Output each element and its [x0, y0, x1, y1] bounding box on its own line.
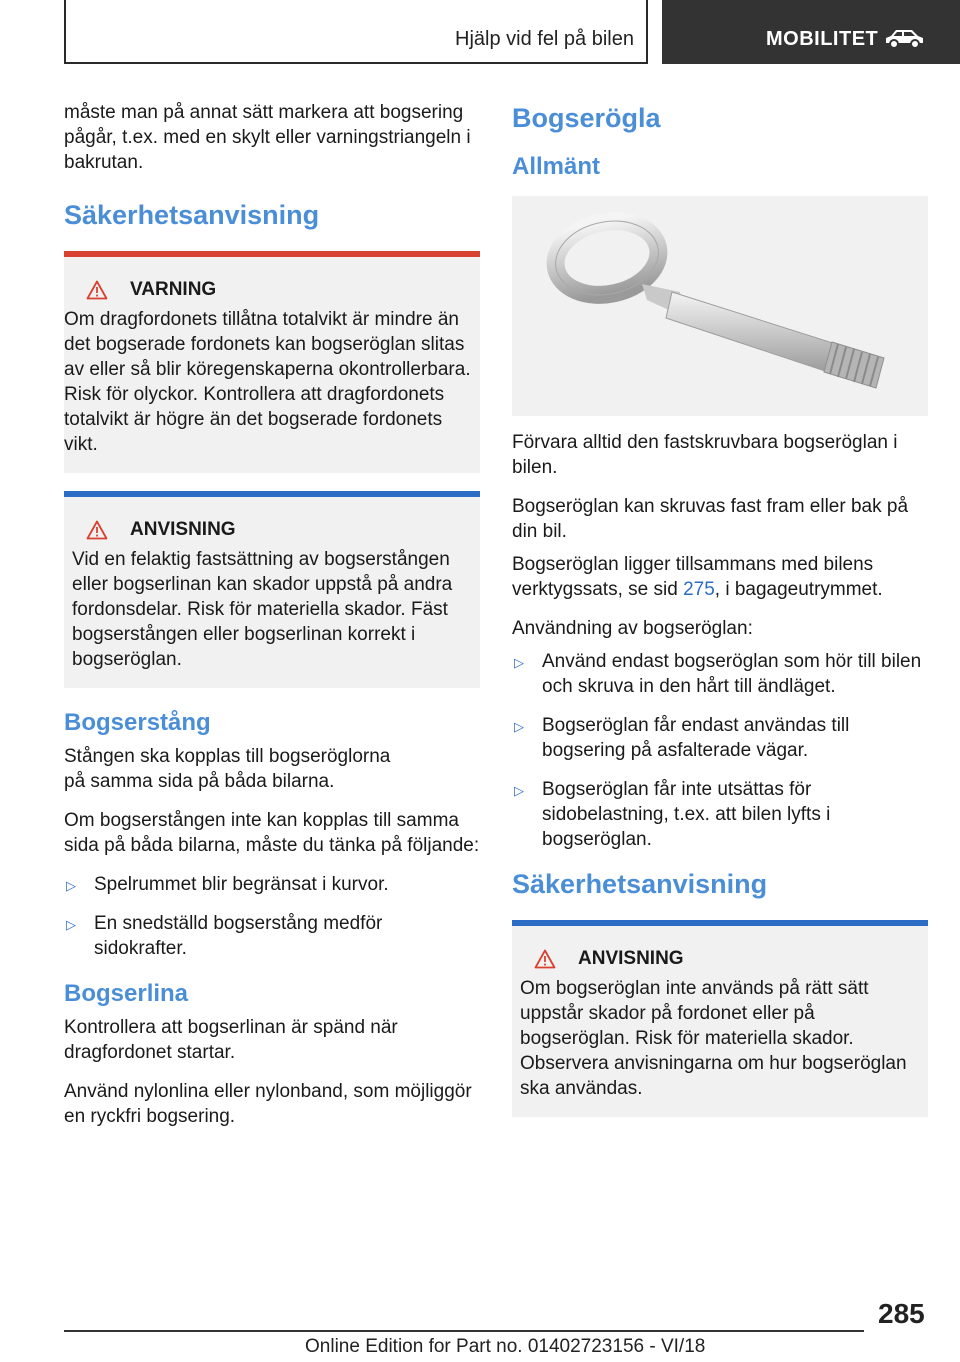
- warning-title: VARNING: [130, 279, 217, 300]
- list-item: ▷ Bogseröglan får endast användas till bogsering på asfalterade vägar.: [514, 715, 850, 761]
- warning-triangle-icon: [534, 949, 556, 969]
- bullet-arrow-icon: ▷: [514, 655, 524, 670]
- header-chapter-title: MOBILITET: [766, 28, 879, 50]
- notice-text-left: Vid en felaktig fastsättning av bogserstången eller bogserlinan kan skador uppstå på andra fordonsdelar. Risk för materiella skador. Fäst bogserstången eller bogserlinan korrekt i bogseröglan.: [72, 549, 453, 670]
- safety-heading-left: Säkerhetsanvisning: [64, 200, 320, 230]
- bullet-arrow-icon: ▷: [66, 917, 76, 932]
- notice-text-right: Om bogseröglan inte används på rätt sätt uppstår skador på fordonet eller på bogseröglan. Risk för materiella skador. Observera anvisningarna om hur bogseröglan ska användas.: [520, 978, 907, 1099]
- warning-triangle-icon: [86, 520, 108, 540]
- toolkit-paragraph: Bogseröglan ligger tillsammans med bilens verktygssats, se sid 275, i bagageutrymmet.: [512, 554, 883, 600]
- left-column: [64, 100, 480, 1143]
- notice-box-right: [512, 920, 928, 1117]
- right-column: [512, 100, 928, 1135]
- towing-eye-illustration: [512, 196, 928, 416]
- towing-eye-image: [512, 196, 928, 416]
- usage-intro: Användning av bogseröglan:: [512, 618, 753, 639]
- towbar-paragraph-2: Om bogserstången inte kan kopplas till samma sida på båda bilarna, måste du tänka på följande:: [64, 810, 480, 856]
- notice-title-row-right: [520, 948, 922, 970]
- warning-triangle-icon: [86, 280, 108, 300]
- warning-box: [64, 251, 480, 473]
- header-section-tab: [64, 0, 648, 64]
- car-icon: [882, 26, 926, 52]
- list-item: ▷ Bogseröglan får inte utsättas för sidobelastning, t.ex. att bilen lyfts i bogseröglan.: [514, 779, 831, 850]
- header-chapter-tab: [662, 0, 960, 64]
- mounting-paragraph: Bogseröglan kan skruvas fast fram eller bak på din bil.: [512, 496, 909, 542]
- bullet-arrow-icon: ▷: [66, 878, 76, 893]
- notice-title-row-left: [72, 519, 474, 541]
- bullet-arrow-icon: ▷: [514, 719, 524, 734]
- towing-eye-heading: Bogserögla: [512, 103, 661, 133]
- general-subheading: Allmänt: [512, 153, 601, 180]
- towbar-heading: Bogserstång: [64, 709, 211, 736]
- notice-title-right: ANVISNING: [578, 948, 684, 969]
- towbar-list: [64, 872, 480, 961]
- storage-paragraph: Förvara alltid den fastskruvbara bogseröglan i bilen.: [512, 432, 898, 478]
- page-reference-link[interactable]: 275: [683, 579, 715, 600]
- rope-paragraph-1: Kontrollera att bogserlinan är spänd när dragfordonet startar.: [64, 1017, 398, 1063]
- edition-footer: Online Edition for Part no. 01402723156 - VI/18: [305, 1336, 706, 1357]
- header-section-title: Hjälp vid fel på bilen: [455, 28, 634, 50]
- notice-box-left: [64, 491, 480, 688]
- towbar-paragraph-1: Stången ska kopplas till bogseröglorna på samma sida på båda bilarna.: [64, 746, 391, 792]
- list-item: ▷ Spelrummet blir begränsat i kurvor.: [64, 872, 480, 897]
- usage-list: [512, 649, 928, 852]
- warning-title-row: [64, 279, 474, 301]
- warning-text: Om dragfordonets tillåtna totalvikt är mindre än det bogserade fordonets kan bogseröglan slitas av eller så blir köregenskaperna okontrollerbara. Risk för olyckor. Kontrollera att dragfordonets totalvikt är högre än det bogserade fordonets vikt.: [64, 309, 471, 455]
- list-item: ▷ En snedställd bogserstång medför sidokrafter.: [66, 913, 383, 959]
- rope-heading: Bogserlina: [64, 980, 189, 1007]
- rope-paragraph-2: Använd nylonlina eller nylonband, som möjliggör en ryckfri bogsering.: [64, 1081, 472, 1127]
- bullet-arrow-icon: ▷: [514, 783, 524, 798]
- safety-heading-right: Säkerhetsanvisning: [512, 869, 768, 899]
- list-item: ▷ Använd endast bogseröglan som hör till bilen och skruva in den hårt till ändläget.: [514, 651, 922, 697]
- notice-title-left: ANVISNING: [130, 519, 236, 540]
- page-number: 285: [878, 1298, 925, 1329]
- footer-divider: [64, 1330, 864, 1332]
- intro-paragraph: måste man på annat sätt markera att bogsering pågår, t.ex. med en skylt eller varningstriangeln i bakrutan.: [64, 102, 471, 173]
